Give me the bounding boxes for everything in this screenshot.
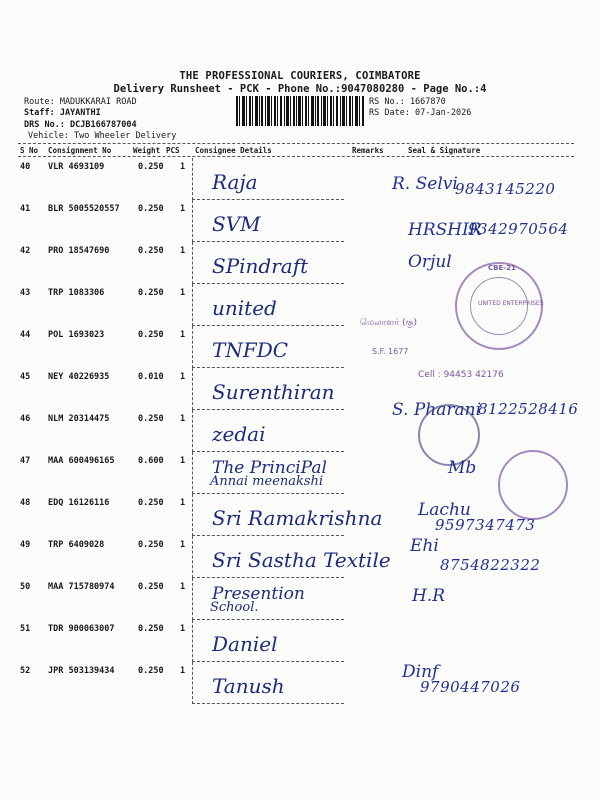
row-underline — [192, 409, 344, 410]
row-sno: 50 — [20, 582, 31, 592]
row-consignment-no: TRP 1083306 — [48, 288, 105, 298]
row-divider — [192, 494, 193, 536]
runsheet-subtitle: Delivery Runsheet - PCK - Phone No.:9047080280 - Page No.:4 — [113, 83, 487, 95]
row-divider — [192, 368, 193, 410]
consignee-name: Presention — [212, 584, 305, 604]
consignee-name-line2: School. — [210, 600, 259, 615]
row-underline — [192, 199, 344, 200]
rs-date: RS Date: 07-Jan-2026 — [369, 108, 472, 118]
row-pcs: 1 — [180, 456, 186, 466]
consignee-name: The PrinciPal — [212, 458, 327, 478]
row-consignment-no: NLM 20314475 — [48, 414, 110, 424]
barcode — [236, 96, 364, 126]
receiver-phone: 8754822322 — [440, 556, 541, 574]
row-divider — [192, 326, 193, 368]
row-weight: 0.250 — [138, 666, 164, 676]
col-header-seal: Seal & Signature — [408, 146, 481, 155]
row-sno: 46 — [20, 414, 31, 424]
row-divider — [192, 284, 193, 326]
consignee-name: SVM — [212, 212, 261, 236]
stamp-cell-number: Cell : 94453 42176 — [418, 370, 504, 380]
row-underline — [192, 661, 344, 662]
row-sno: 44 — [20, 330, 31, 340]
row-sno: 47 — [20, 456, 31, 466]
row-weight: 0.250 — [138, 414, 164, 424]
receiver-signature: Lachu — [418, 500, 471, 520]
consignee-name: united — [212, 296, 277, 320]
row-pcs: 1 — [180, 498, 186, 508]
row-pcs: 1 — [180, 288, 186, 298]
row-weight: 0.250 — [138, 204, 164, 214]
header-top-rule — [18, 143, 574, 144]
row-consignment-no: POL 1693023 — [48, 330, 105, 340]
receiver-phone: 9597347473 — [435, 516, 536, 534]
row-weight: 0.250 — [138, 162, 164, 172]
row-sno: 40 — [20, 162, 31, 172]
consignee-name: Tanush — [212, 674, 285, 698]
row-underline — [192, 535, 344, 536]
row-consignment-no: NEY 40226935 — [48, 372, 110, 382]
row-divider — [192, 662, 193, 704]
row-divider — [192, 200, 193, 242]
col-header-pcs: PCS — [166, 146, 180, 155]
receiver-signature: Dinf — [402, 662, 439, 682]
receiver-signature: Mb — [448, 458, 477, 478]
row-pcs: 1 — [180, 246, 186, 256]
row-consignment-no: PRO 18547690 — [48, 246, 110, 256]
row-consignment-no: MAA 600496165 — [48, 456, 115, 466]
row-pcs: 1 — [180, 414, 186, 424]
row-sno: 45 — [20, 372, 31, 382]
row-pcs: 1 — [180, 372, 186, 382]
row-pcs: 1 — [180, 162, 186, 172]
enterprise-stamp — [498, 450, 568, 520]
row-sno: 52 — [20, 666, 31, 676]
runsheet-title: THE PROFESSIONAL COURIERS, COIMBATORE — [179, 70, 421, 82]
row-consignment-no: BLR 5005520557 — [48, 204, 120, 214]
rs-number: RS No.: 1667870 — [369, 97, 446, 107]
row-consignment-no: JPR 503139434 — [48, 666, 115, 676]
stamp-cbe-code: CBE-21 — [488, 264, 516, 272]
row-weight: 0.250 — [138, 498, 164, 508]
row-pcs: 1 — [180, 540, 186, 550]
row-weight: 0.250 — [138, 582, 164, 592]
row-divider — [192, 536, 193, 578]
consignee-name: TNFDC — [212, 338, 289, 362]
row-weight: 0.250 — [138, 246, 164, 256]
receiver-signature: R. Selvi — [392, 174, 458, 194]
receiver-phone: 9342970564 — [468, 220, 569, 238]
col-header-consignment: Consignment No — [48, 146, 112, 155]
row-divider — [192, 452, 193, 494]
row-underline — [192, 241, 344, 242]
row-weight: 0.600 — [138, 456, 164, 466]
vehicle-label: Vehicle: Two Wheeler Delivery — [28, 131, 177, 141]
header-bottom-rule — [18, 156, 574, 157]
row-divider — [192, 620, 193, 662]
row-pcs: 1 — [180, 330, 186, 340]
row-underline — [192, 325, 344, 326]
row-sno: 43 — [20, 288, 31, 298]
row-divider — [192, 578, 193, 620]
consignee-name: Raja — [212, 170, 258, 194]
receiver-phone: 8122528416 — [478, 400, 579, 418]
drs-number: DRS No.: DCJB166787004 — [24, 120, 137, 130]
stamp-sf-number: S.F. 1677 — [372, 347, 409, 356]
row-divider — [192, 158, 193, 200]
row-pcs: 1 — [180, 582, 186, 592]
row-weight: 0.250 — [138, 624, 164, 634]
row-weight: 0.250 — [138, 330, 164, 340]
row-sno: 42 — [20, 246, 31, 256]
row-pcs: 1 — [180, 666, 186, 676]
row-pcs: 1 — [180, 624, 186, 634]
row-underline — [192, 703, 344, 704]
row-pcs: 1 — [180, 204, 186, 214]
consignee-name: Sri Sastha Textile — [212, 548, 391, 572]
consignee-name: Daniel — [212, 632, 278, 656]
row-sno: 51 — [20, 624, 31, 634]
row-consignment-no: TRP 6409028 — [48, 540, 105, 550]
row-sno: 48 — [20, 498, 31, 508]
consignee-name: Surenthiran — [212, 380, 335, 404]
col-header-sno: S No — [20, 146, 39, 155]
row-consignment-no: TDR 900063007 — [48, 624, 115, 634]
stamp-ring-text: UNITED ENTERPRISES — [478, 300, 544, 307]
row-sno: 49 — [20, 540, 31, 550]
row-underline — [192, 619, 344, 620]
staff-label: Staff: JAYANTHI — [24, 108, 101, 118]
zed-stamp — [418, 404, 480, 466]
row-consignment-no: EDQ 16126116 — [48, 498, 110, 508]
row-consignment-no: MAA 715780974 — [48, 582, 115, 592]
col-header-weight: Weight — [133, 146, 161, 155]
receiver-signature: HRSHIR — [408, 220, 482, 240]
col-header-consignee: Consignee Details — [195, 146, 272, 155]
row-weight: 0.010 — [138, 372, 164, 382]
route-label: Route: MADUKKARAI ROAD — [24, 97, 137, 107]
row-sno: 41 — [20, 204, 31, 214]
col-header-remarks: Remarks — [352, 146, 384, 155]
receiver-signature: Ehi — [410, 536, 439, 556]
row-underline — [192, 577, 344, 578]
row-underline — [192, 283, 344, 284]
row-consignment-no: VLR 4693109 — [48, 162, 105, 172]
row-divider — [192, 242, 193, 284]
receiver-signature: Orjul — [408, 252, 452, 272]
consignee-name: SPindraft — [212, 254, 309, 278]
receiver-signature: S. Pharani — [392, 400, 482, 420]
row-weight: 0.250 — [138, 540, 164, 550]
receiver-signature: H.R — [412, 586, 446, 606]
row-divider — [192, 410, 193, 452]
receiver-phone: 9843145220 — [455, 180, 556, 198]
row-underline — [192, 367, 344, 368]
consignee-name: zedai — [212, 422, 266, 446]
row-underline — [192, 493, 344, 494]
stamp-tamil-text: மெலாளர் (கு) — [360, 318, 418, 328]
receiver-phone: 9790447026 — [420, 678, 521, 696]
row-underline — [192, 451, 344, 452]
consignee-name-line2: Annai meenakshi — [210, 474, 324, 489]
row-weight: 0.250 — [138, 288, 164, 298]
consignee-name: Sri Ramakrishna — [212, 506, 383, 530]
